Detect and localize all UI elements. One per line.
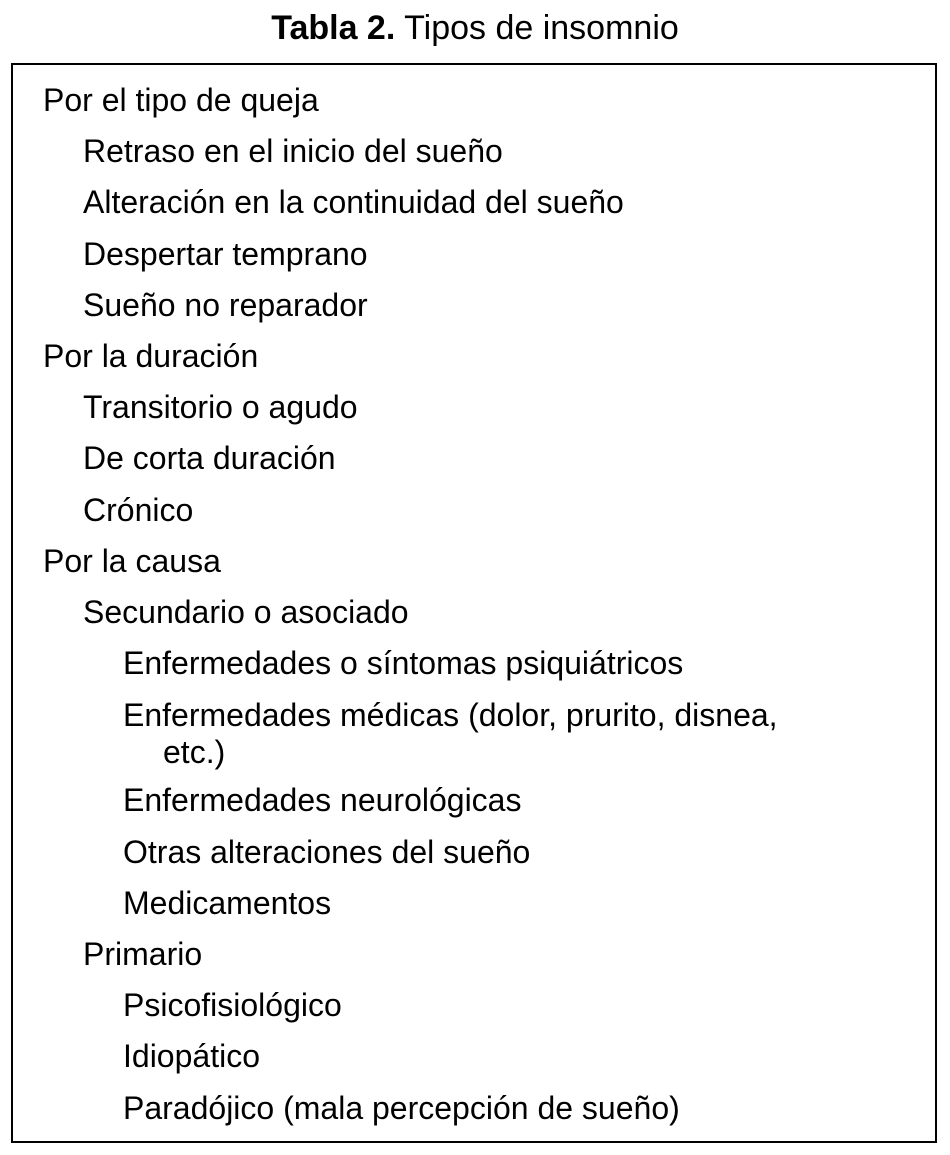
item-secondary: Secundario o asociado [83, 594, 409, 631]
insomnia-types-table [11, 63, 937, 1143]
subitem-medications: Medicamentos [123, 884, 332, 921]
subitem-paradoxical: Paradójico (mala percepción de sueño) [123, 1089, 680, 1126]
table-caption-label: Tabla 2. [271, 9, 396, 47]
item-sleep-continuity: Alteración en la continuidad del sueño [83, 184, 624, 221]
subitem-psychophysiological: Psicofisiológico [123, 987, 342, 1024]
category-duration: Por la duración [43, 338, 259, 375]
item-primary: Primario [83, 936, 203, 973]
item-transient-acute: Transitorio o agudo [83, 389, 358, 426]
table-caption [0, 6, 950, 50]
subitem-psychiatric: Enfermedades o síntomas psiquiátricos [123, 645, 684, 682]
subitem-neurological: Enfermedades neurológicas [123, 782, 522, 819]
item-chronic: Crónico [83, 491, 194, 528]
table-caption-title: Tipos de insomnio [395, 9, 679, 47]
item-short-term: De corta duración [83, 440, 336, 477]
table-rows [13, 65, 935, 1134]
subitem-medical: Enfermedades médicas (dolor, prurito, disnea, [123, 697, 778, 734]
category-cause: Por la causa [43, 542, 221, 579]
category-complaint-type: Por el tipo de queja [43, 82, 319, 118]
item-sleep-onset-delay: Retraso en el inicio del sueño [83, 133, 503, 170]
item-early-awakening: Despertar temprano [83, 235, 368, 272]
subitem-idiopathic: Idiopático [123, 1038, 260, 1075]
subitem-other-sleep-disorders: Otras alteraciones del sueño [123, 833, 531, 870]
item-nonrestorative-sleep: Sueño no reparador [83, 286, 368, 323]
subitem-medical-continuation: etc.) [163, 734, 226, 771]
